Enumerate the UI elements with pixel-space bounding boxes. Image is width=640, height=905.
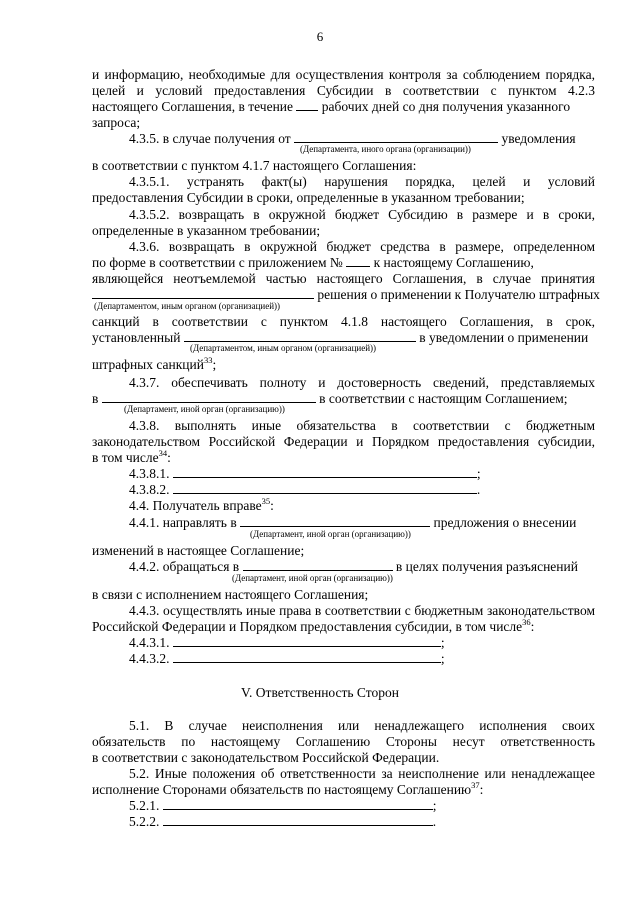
text-line: настоящего Соглашения, в течение рабочих дней со дня получения указанного xyxy=(92,99,571,114)
text-line: 4.4.3.2. ; xyxy=(129,651,445,666)
text-line: 4.4. Получатель вправе$^{35}$: xyxy=(129,496,274,513)
blank-field xyxy=(173,634,441,647)
page-number: 6 xyxy=(316,29,324,44)
field-caption: (Департамент, иной орган (организацию)) xyxy=(232,573,393,583)
text-line: Российской Федерации и Порядком предоставления субсидии, в том числе$^{36}$: xyxy=(92,617,535,634)
text-line: 4.4.3.1. ; xyxy=(129,635,445,650)
blank-field xyxy=(173,465,477,478)
blank-field xyxy=(184,329,416,342)
text-line: 5.2. Иные положения об ответственности за неисполнение или ненадлежащее xyxy=(129,766,595,781)
text-line: штрафных санкций$^{33}$; xyxy=(92,355,217,372)
blank-field xyxy=(346,254,370,267)
text-line: 5.2.2. . xyxy=(129,814,437,829)
blank-field xyxy=(294,130,498,143)
text-line: в том числе$^{34}$: xyxy=(92,448,171,465)
text-line: в соответствии с законодательством Российской Федерации. xyxy=(92,750,440,765)
text-line: в связи с исполнением настоящего Соглашения; xyxy=(92,587,369,602)
text-line: установленный в уведомлении о применении xyxy=(92,330,589,345)
blank-field xyxy=(173,481,477,494)
text-line: в соответствии с пунктом 4.1.7 настоящего Соглашения: xyxy=(92,158,417,173)
text-line: предоставления Субсидии в сроки, определенные в указанном требовании; xyxy=(92,190,525,205)
blank-field xyxy=(163,797,433,810)
text-line: 4.3.5.1. устранять факт(ы) нарушения порядка, целей и условий xyxy=(129,174,595,189)
text-line: изменений в настоящее Соглашение; xyxy=(92,543,305,558)
text-line: 4.3.7. обеспечивать полноту и достоверность сведений, представляемых xyxy=(129,375,595,390)
text-line: санкций в соответствии с пунктом 4.1.8 настоящего Соглашения, в срок, xyxy=(92,314,595,329)
text-line: определенные в указанном требовании; xyxy=(92,223,321,238)
field-caption: (Департаментом, иным органом (организацией)) xyxy=(94,301,281,311)
field-caption: (Департамента, иного органа (организации)) xyxy=(300,144,471,154)
text-line: 4.3.5.2. возвращать в окружной бюджет Субсидию в размере и в сроки, xyxy=(129,207,595,222)
text-line: по форме в соответствии с приложением № к настоящему Соглашению, xyxy=(92,255,534,270)
blank-field xyxy=(102,390,316,403)
footnote-ref: 37 xyxy=(471,780,480,790)
field-caption: (Департаментом, иным органом (организацией)) xyxy=(190,343,377,353)
text-line: исполнение Сторонами обязательств по настоящему Соглашению$^{37}$: xyxy=(92,780,484,797)
blank-field xyxy=(173,650,441,663)
text-line: обязательств по настоящему Соглашению Стороны несут ответственность xyxy=(92,734,595,749)
text-line: решения о применении к Получателю штрафных xyxy=(92,286,595,303)
footnote-ref: 35 xyxy=(261,496,271,506)
section-title: V. Ответственность Сторон xyxy=(241,685,399,700)
text-line: 4.3.5. в случае получения от уведомления xyxy=(129,131,576,146)
text-line: 5.2.1. ; xyxy=(129,798,437,813)
text-line: 4.3.6. возвращать в окружной бюджет средства в размере, определенном xyxy=(129,239,595,254)
blank-field xyxy=(296,98,318,111)
text-line: запроса; xyxy=(92,115,141,130)
blank-field xyxy=(240,514,430,527)
footnote-ref: 33 xyxy=(203,355,213,365)
field-caption: (Департамент, иной орган (организацию)) xyxy=(124,404,285,414)
text-line: и информацию, необходимые для осуществления контроля за соблюдением порядка, xyxy=(92,67,595,82)
footnote-ref: 34 xyxy=(158,448,168,458)
blank-field xyxy=(92,286,314,299)
text-line: законодательством Российской Федерации и Порядком предоставления субсидии, xyxy=(92,434,595,449)
text-line: являющейся неотъемлемой частью настоящего Соглашения, в случае принятия xyxy=(92,271,595,286)
text-line: 4.4.1. направлять в предложения о внесении xyxy=(129,515,577,530)
field-caption: (Департамент, иной орган (организацию)) xyxy=(250,529,411,539)
text-line: 4.3.8.1. ; xyxy=(129,466,481,481)
text-line: 5.1. В случае неисполнения или ненадлежащего исполнения своих xyxy=(129,718,595,733)
text-line: 4.4.2. обращаться в в целях получения разъяснений xyxy=(129,559,578,574)
text-line: 4.4.3. осуществлять иные права в соответствии с бюджетным законодательством xyxy=(129,603,595,618)
text-line: 4.3.8. выполнять иные обязательства в соответствии с бюджетным xyxy=(129,418,595,433)
text-line: 4.3.8.2. . xyxy=(129,482,481,497)
blank-field xyxy=(163,813,433,826)
footnote-ref: 36 xyxy=(522,617,531,627)
text-line: в в соответствии с настоящим Соглашением; xyxy=(92,391,568,406)
blank-field xyxy=(243,558,393,571)
text-line: целей и условий предоставления Субсидии в соответствии с пунктом 4.2.3 xyxy=(92,83,595,98)
